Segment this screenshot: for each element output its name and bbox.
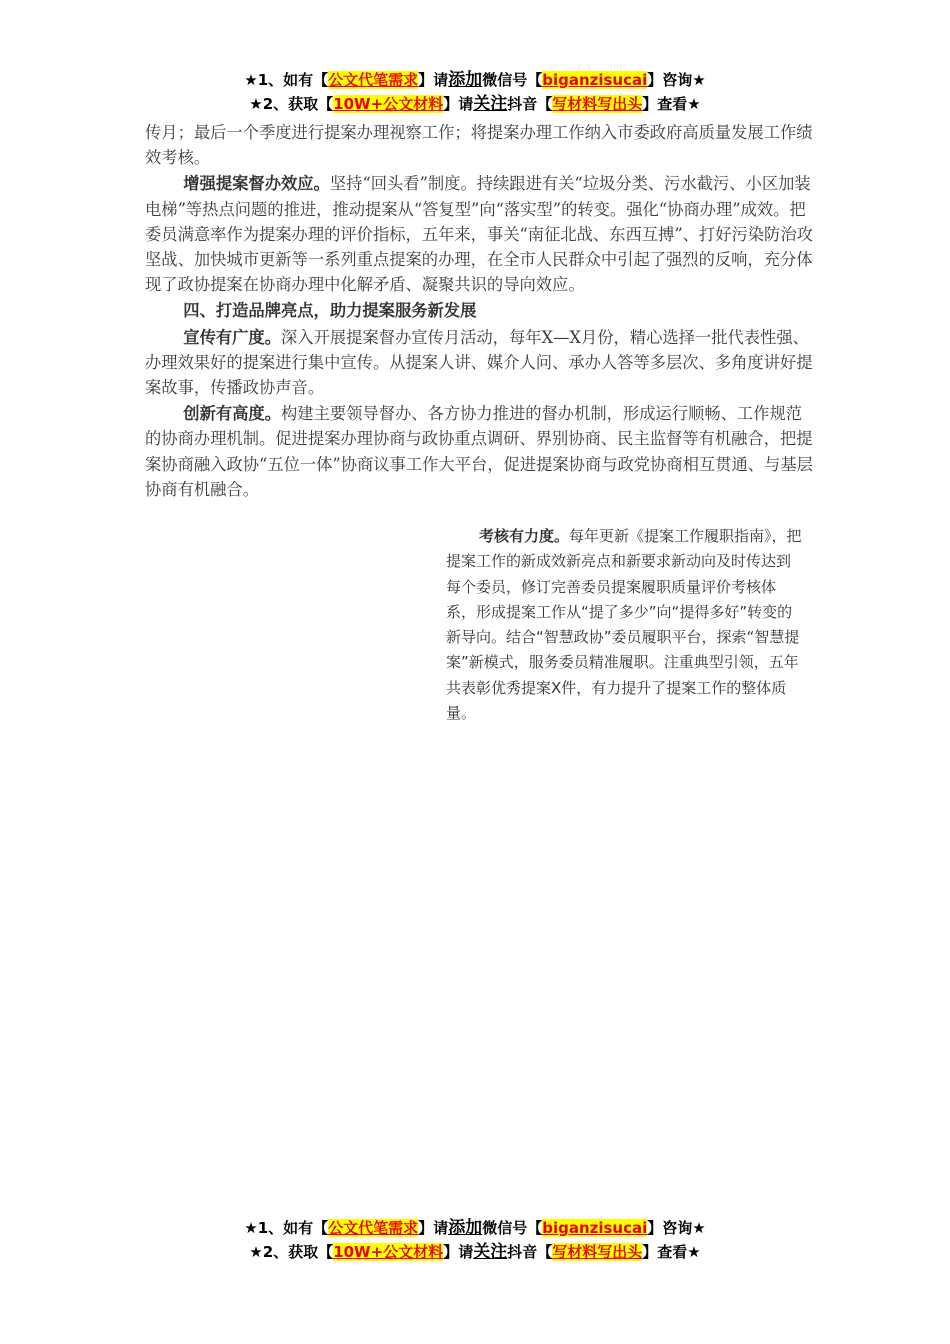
banner-text: 】请 (418, 1219, 449, 1237)
banner-text: ★1、如有【 (244, 71, 329, 89)
paragraph-innovation (145, 401, 817, 502)
paragraph-lead: 考核有力度。 (479, 527, 570, 545)
section-heading: 四、打造品牌亮点，助力提案服务新发展 (183, 301, 477, 321)
paragraph-text: 每年更新《提案工作履职指南》，把提案工作的新成效新亮点和新要求新动向及时传达到每个委员，修订完善委员提案履职质量评价考核体系，形成提案工作从“提了多少”向“提得多好”转变的新导向。结合“智慧政协”委员履职平台，探索“智慧提案”新模式，服务委员精准履职。注重典型引领，五年共表彰优秀提案X件，有力提升了提案工作的整体质量。 (446, 527, 802, 723)
banner-text: 抖音【 (507, 1243, 553, 1261)
banner-line-2 (0, 1240, 950, 1264)
highlight-materials[interactable]: 10W+公文材料 (333, 1243, 444, 1261)
header-banner (0, 68, 950, 116)
emphasis-word: 关注 (473, 1242, 508, 1262)
banner-text: 】请 (443, 1243, 474, 1261)
highlight-materials[interactable]: 10W+公文材料 (333, 95, 444, 113)
document-body (145, 120, 817, 503)
highlight-wechat-id[interactable]: biganzisucai (542, 71, 648, 89)
paragraph-text: 构建主要领导督办、各方协力推进的督办机制，形成运行顺畅、工作规范的协商办理机制。促进提案办理协商与政协重点调研、界别协商、民主监督等有机融合，把提案协商融入政协“五位一体”协商议事工作大平台，促进提案协商与政党协商相互贯通、与基层协商有机融合。 (145, 404, 813, 499)
emphasis-word: 添加 (448, 1218, 483, 1238)
highlight-service[interactable]: 公文代笔需求 (328, 71, 419, 89)
paragraph-continued: 传月；最后一个季度进行提案办理视察工作；将提案办理工作纳入市委政府高质量发展工作绩效考核。 (145, 123, 813, 168)
banner-text: 】请 (418, 71, 449, 89)
paragraph-assessment (446, 524, 802, 726)
banner-text: 微信号【 (482, 1219, 543, 1237)
banner-text: 】查看★ (642, 95, 701, 113)
banner-text: 】请 (443, 95, 474, 113)
paragraph-supervision (145, 171, 817, 297)
paragraph-lead: 增强提案督办效应。 (183, 174, 330, 194)
highlight-wechat-id[interactable]: biganzisucai (542, 1219, 648, 1237)
highlight-douyin[interactable]: 写材料写出头 (552, 1243, 643, 1261)
highlight-douyin[interactable]: 写材料写出头 (552, 95, 643, 113)
banner-text: 抖音【 (507, 95, 553, 113)
footer-banner (0, 1216, 950, 1264)
banner-text: 】咨询★ (647, 71, 706, 89)
banner-text: 微信号【 (482, 71, 543, 89)
banner-line-1 (0, 1216, 950, 1240)
assessment-text (446, 524, 802, 726)
emphasis-word: 添加 (448, 70, 483, 90)
paragraph-publicity (145, 325, 817, 401)
banner-text: ★1、如有【 (244, 1219, 329, 1237)
paragraph-text: 坚持“回头看”制度。持续跟进有关“垃圾分类、污水截污、小区加装电梯”等热点问题的推进，推动提案从“答复型”向“落实型”的转变。强化“协商办理”成效。把委员满意率作为提案办理的评价指标，五年来，事关“南征北战、东西互搏”、打好污染防治攻坚战、加快城市更新等一系列重点提案的办理，在全市人民群众中引起了强烈的反响，充分体现了政协提案在协商办理中化解矛盾、凝聚共识的导向效应。 (145, 174, 813, 295)
paragraph-lead: 宣传有广度。 (183, 327, 281, 347)
banner-text: 】查看★ (642, 1243, 701, 1261)
banner-line-2 (0, 92, 950, 116)
banner-text: 】咨询★ (647, 1219, 706, 1237)
banner-line-1 (0, 68, 950, 92)
paragraph-text: 深入开展提案督办宣传月活动，每年X—X月份，精心选择一批代表性强、办理效果好的提案进行集中宣传。从提案人讲、媒介人问、承办人答等多层次、多角度讲好提案故事，传播政协声音。 (145, 327, 813, 398)
highlight-service[interactable]: 公文代笔需求 (328, 1219, 419, 1237)
banner-text: ★2、获取【 (249, 95, 334, 113)
banner-text: ★2、获取【 (249, 1243, 334, 1261)
paragraph-lead: 创新有高度。 (183, 404, 281, 424)
emphasis-word: 关注 (473, 94, 508, 114)
